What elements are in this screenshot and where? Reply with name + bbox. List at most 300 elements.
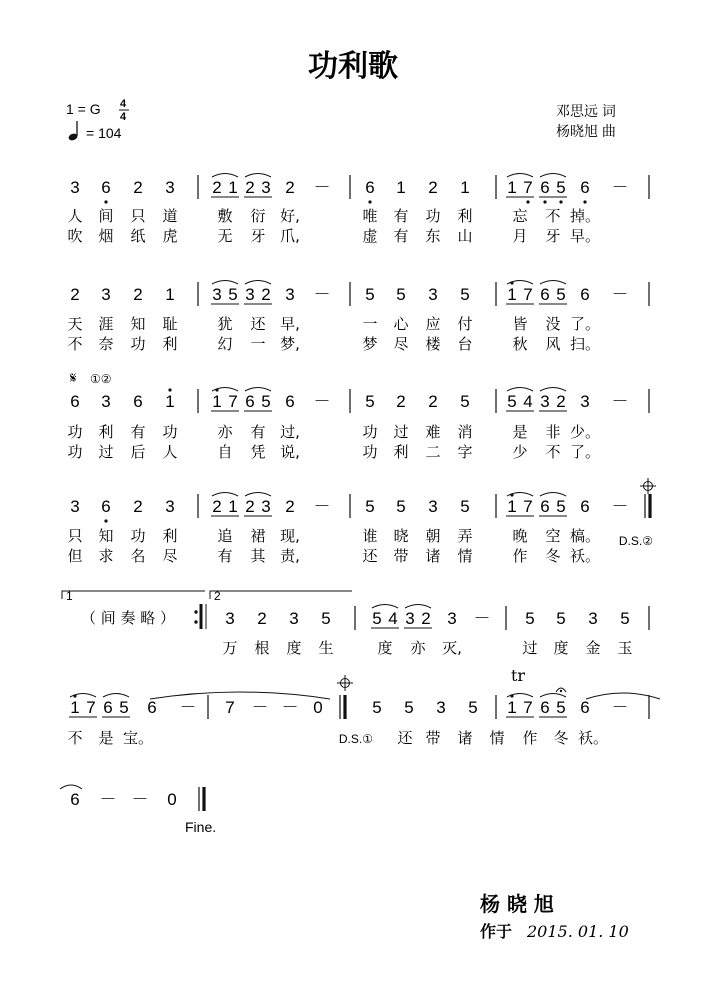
lyric: 奈 — [98, 335, 114, 353]
note: 5 — [556, 285, 566, 304]
note: 5 — [460, 497, 470, 516]
note: 5 — [372, 698, 382, 717]
lyric: 利 — [98, 423, 114, 441]
lyric: 没 — [545, 315, 561, 333]
note: 3 — [165, 178, 175, 197]
lyric: 冬 — [545, 547, 561, 565]
lyric: 付 — [457, 315, 473, 333]
note: 3 — [101, 285, 111, 304]
note: 7 — [523, 285, 533, 304]
slur — [507, 174, 533, 178]
lyric: 虎 — [162, 227, 178, 245]
lyric: 忘 — [512, 207, 528, 225]
lyric: 度 — [286, 639, 302, 657]
note: 1 — [507, 178, 517, 197]
note: 6 — [101, 497, 111, 516]
note: 6 — [147, 698, 157, 717]
note: 4 — [388, 609, 398, 628]
lyric: 带 — [425, 729, 441, 747]
lyric: 梦, — [280, 335, 300, 353]
lyric: 袄。 — [577, 729, 609, 747]
lyric: 有 — [393, 207, 409, 225]
lyric: 只 — [130, 207, 146, 225]
volta-2-label: 2 — [214, 589, 221, 603]
lyric: 秋 — [512, 335, 528, 353]
lyric: 功 — [130, 527, 146, 545]
note: 5 — [261, 392, 271, 411]
page-title: 功利歌 — [308, 49, 398, 84]
lyric: 功 — [130, 335, 146, 353]
lyric: 好, — [280, 207, 300, 225]
lyricist-credit: 邓思远 词 — [556, 103, 616, 119]
note: 5 — [372, 609, 382, 628]
lyric: 作 — [512, 547, 528, 565]
lyric: 过 — [98, 443, 114, 461]
note: 3 — [580, 392, 590, 411]
note: － — [313, 392, 331, 411]
lyric: 间 — [98, 207, 114, 225]
note: 5 — [365, 285, 375, 304]
note: 2 — [556, 392, 566, 411]
note: － — [611, 178, 629, 197]
lyric: 还 — [250, 315, 266, 333]
lyric: 扫。 — [569, 335, 601, 353]
slur — [212, 174, 238, 178]
lyric: 玉 — [617, 639, 633, 657]
note: 3 — [540, 392, 550, 411]
lyric: 生 — [318, 639, 334, 657]
lyric: 作 — [522, 729, 538, 747]
slur — [405, 605, 431, 609]
note: 5 — [404, 698, 414, 717]
note: 6 — [580, 698, 590, 717]
lyric: 空 — [545, 527, 561, 545]
lyric: 不 — [67, 729, 83, 747]
lyric: 爪, — [280, 227, 300, 245]
lyric: 亦 — [410, 639, 426, 657]
note: 5 — [365, 497, 375, 516]
note: － — [611, 698, 629, 717]
note: 2 — [245, 497, 255, 516]
note: 3 — [245, 285, 255, 304]
slur — [212, 281, 238, 285]
octave-dot-high — [215, 388, 218, 391]
note: 5 — [556, 609, 566, 628]
note: 1 — [460, 178, 470, 197]
note: 2 — [428, 392, 438, 411]
lyric: 责, — [280, 547, 300, 565]
note: 1 — [70, 698, 80, 717]
note: 2 — [212, 178, 222, 197]
note: 2 — [285, 497, 295, 516]
slur — [507, 388, 533, 392]
lyric: 过, — [280, 423, 300, 441]
note: 1 — [228, 497, 238, 516]
note: 5 — [556, 497, 566, 516]
lyric: 利 — [162, 335, 178, 353]
slur — [540, 694, 566, 698]
lyric: 少。 — [569, 423, 601, 441]
note: 3 — [428, 497, 438, 516]
quarter-note-icon — [68, 121, 79, 142]
lyric: 谁 — [362, 527, 378, 545]
lyric: 朝 — [425, 527, 441, 545]
slur — [540, 493, 566, 497]
note: 5 — [556, 178, 566, 197]
lyric: 现, — [280, 527, 300, 545]
note: 5 — [507, 392, 517, 411]
note: 0 — [167, 790, 177, 809]
lyric: 宝。 — [122, 729, 154, 747]
note: 3 — [70, 178, 80, 197]
note: 1 — [507, 285, 517, 304]
lyric: 槁。 — [569, 527, 601, 545]
lyric: 牙 — [545, 227, 561, 245]
lyric: 山 — [457, 227, 473, 245]
octave-dot-low — [104, 200, 107, 203]
slur — [60, 785, 82, 789]
note: 5 — [321, 609, 331, 628]
note: － — [313, 178, 331, 197]
lyric: 金 — [585, 639, 601, 657]
coda-icon — [640, 478, 656, 494]
repeat-dot — [194, 610, 197, 613]
lyric: 难 — [425, 423, 441, 441]
score-body — [60, 174, 660, 836]
key-signature: 1 = G — [66, 101, 101, 117]
repeat-dot — [194, 620, 197, 623]
signature-date: 2015. 01. 10 — [527, 922, 629, 941]
lyric: 亦 — [217, 423, 233, 441]
lyric: 虚 — [362, 227, 378, 245]
lyric: 敷 — [217, 207, 233, 225]
note: 3 — [428, 285, 438, 304]
lyric: 风 — [545, 335, 561, 353]
lyric: 台 — [457, 335, 473, 353]
note: 3 — [70, 497, 80, 516]
slur — [372, 605, 398, 609]
note: 2 — [212, 497, 222, 516]
volta-bracket-2 — [210, 591, 352, 599]
lyric: 不 — [545, 207, 561, 225]
note: 3 — [212, 285, 222, 304]
lyric: 还 — [362, 547, 378, 565]
octave-dot-low — [559, 200, 562, 203]
lyric: 人 — [67, 207, 83, 225]
note: 3 — [165, 497, 175, 516]
note: 7 — [523, 178, 533, 197]
segno-icon: 𝄋 — [70, 369, 77, 387]
lyric: 梦 — [362, 335, 378, 353]
note: 6 — [580, 178, 590, 197]
note: 3 — [285, 285, 295, 304]
lyric: 不 — [545, 443, 561, 461]
note: 2 — [428, 178, 438, 197]
note: － — [99, 790, 117, 809]
note: 7 — [228, 392, 238, 411]
note: 5 — [556, 698, 566, 717]
note: 3 — [447, 609, 457, 628]
lyric: 功 — [67, 443, 83, 461]
lyric: 情 — [457, 547, 473, 565]
lyric: 只 — [67, 527, 83, 545]
volta-1-label: 1 — [66, 589, 73, 603]
note: 1 — [507, 497, 517, 516]
note: 5 — [396, 285, 406, 304]
slur — [245, 388, 271, 392]
note: 6 — [70, 392, 80, 411]
note: 3 — [225, 609, 235, 628]
note: 6 — [365, 178, 375, 197]
note: － — [281, 698, 299, 717]
lyric: 早, — [280, 315, 300, 333]
octave-dot-high — [168, 388, 171, 391]
lyric: 应 — [425, 315, 441, 333]
note: 1 — [396, 178, 406, 197]
lyric: 凭 — [250, 443, 266, 461]
lyric: 功 — [162, 423, 178, 441]
lyric: 度 — [377, 639, 393, 657]
note: 3 — [101, 392, 111, 411]
lyric: 字 — [457, 443, 473, 461]
note: 5 — [396, 497, 406, 516]
octave-dot-low — [368, 200, 371, 203]
lyric: 犹 — [217, 315, 233, 333]
note: 3 — [436, 698, 446, 717]
volta-bracket-1 — [62, 591, 205, 599]
slur — [245, 493, 271, 497]
lyric: 尽 — [393, 335, 409, 353]
segno-repeat-marks: ①② — [90, 372, 112, 386]
lyric: 灭, — [442, 639, 462, 657]
note: 2 — [245, 178, 255, 197]
lyric: 不 — [67, 335, 83, 353]
slur — [540, 388, 566, 392]
note: 6 — [540, 497, 550, 516]
note: 5 — [460, 285, 470, 304]
note: 6 — [245, 392, 255, 411]
lyric: 是 — [512, 423, 528, 441]
lyric: 弄 — [457, 527, 473, 545]
lyric: 冬 — [553, 729, 569, 747]
note: 6 — [133, 392, 143, 411]
lyric: 知 — [130, 315, 146, 333]
note: － — [473, 609, 491, 628]
note: 6 — [580, 285, 590, 304]
note: 5 — [119, 698, 129, 717]
lyric: 还 — [397, 729, 413, 747]
coda-icon — [337, 675, 353, 691]
note: 6 — [103, 698, 113, 717]
ds-2-marking: D.S.② — [618, 534, 653, 548]
lyric: 少 — [512, 443, 528, 461]
lyric: 吹 — [67, 227, 83, 245]
lyric: 烟 — [98, 227, 114, 245]
note: 7 — [523, 497, 533, 516]
lyric: 晚 — [512, 527, 528, 545]
time-signature-bottom: 4 — [120, 111, 127, 123]
lyric: 后 — [130, 443, 146, 461]
lyric: 消 — [457, 423, 473, 441]
note: 6 — [70, 790, 80, 809]
octave-dot-low — [526, 200, 529, 203]
lyric: 袄。 — [569, 547, 601, 565]
octave-dot-high — [510, 281, 513, 284]
lyric: 非 — [545, 423, 561, 441]
composer-credit: 杨晓旭 曲 — [556, 123, 616, 139]
lyric: 有 — [393, 227, 409, 245]
note: 3 — [261, 497, 271, 516]
note: 1 — [507, 698, 517, 717]
lyric: 一 — [250, 335, 266, 353]
lyric: 诸 — [457, 729, 473, 747]
signature-name: 杨 晓 旭 — [480, 892, 554, 916]
lyric: 功 — [362, 423, 378, 441]
lyric: 晓 — [393, 527, 409, 545]
trill-marking: tr — [510, 666, 526, 685]
lyric: 知 — [98, 527, 114, 545]
note: 2 — [396, 392, 406, 411]
lyric: 了。 — [569, 315, 601, 333]
lyric: 楼 — [425, 335, 441, 353]
lyric: 尽 — [162, 547, 178, 565]
lyric: 了。 — [569, 443, 601, 461]
lyric: 牙 — [250, 227, 266, 245]
note: 1 — [165, 392, 175, 411]
note: 6 — [540, 285, 550, 304]
lyric: 利 — [457, 207, 473, 225]
lyric: 带 — [393, 547, 409, 565]
note: － — [313, 497, 331, 516]
note: 6 — [580, 497, 590, 516]
note: 1 — [212, 392, 222, 411]
lyric: 说, — [280, 443, 300, 461]
lyric: 天 — [67, 315, 83, 333]
note: － — [131, 790, 149, 809]
fermata-dot — [560, 690, 562, 692]
lyric: 裙 — [250, 527, 266, 545]
note: 6 — [285, 392, 295, 411]
note: － — [179, 698, 197, 717]
octave-dot-high — [510, 493, 513, 496]
lyric: 自 — [217, 443, 233, 461]
note: 3 — [405, 609, 415, 628]
note: 3 — [588, 609, 598, 628]
note: 7 — [86, 698, 96, 717]
lyric: 功 — [425, 207, 441, 225]
note: 3 — [261, 178, 271, 197]
note: 0 — [313, 698, 323, 717]
note: 5 — [468, 698, 478, 717]
lyric: 根 — [254, 639, 270, 657]
note: － — [313, 285, 331, 304]
interlude-text: （ 间 奏 略 ） — [80, 609, 176, 627]
lyric: 过 — [393, 423, 409, 441]
slur — [540, 174, 566, 178]
note: 6 — [101, 178, 111, 197]
lyric: 其 — [250, 547, 266, 565]
lyric: 皆 — [512, 315, 528, 333]
lyric: 二 — [425, 443, 441, 461]
lyric: 衍 — [250, 207, 266, 225]
lyric: 人 — [162, 443, 178, 461]
lyric: 是 — [98, 729, 114, 747]
note: 3 — [289, 609, 299, 628]
lyric: 过 — [522, 639, 538, 657]
lyric: 月 — [512, 227, 528, 245]
lyric: 情 — [489, 729, 505, 747]
note: 2 — [285, 178, 295, 197]
lyric: 东 — [425, 227, 441, 245]
lyric: 求 — [98, 547, 114, 565]
slur — [212, 493, 238, 497]
lyric: 名 — [130, 547, 146, 565]
note: 5 — [620, 609, 630, 628]
lyric: 功 — [67, 423, 83, 441]
signature-date-label: 作于 — [480, 922, 513, 941]
lyric: 有 — [217, 547, 233, 565]
octave-dot-low — [543, 200, 546, 203]
note: 5 — [228, 285, 238, 304]
note: 2 — [133, 497, 143, 516]
lyric: 纸 — [130, 227, 146, 245]
fine-marking: Fine. — [185, 819, 217, 835]
note: 2 — [261, 285, 271, 304]
lyric: 但 — [67, 547, 83, 565]
lyric: 耻 — [162, 315, 178, 333]
lyric: 早。 — [569, 227, 601, 245]
slur — [150, 692, 330, 699]
note: 1 — [228, 178, 238, 197]
lyric: 一 — [362, 315, 378, 333]
lyric: 无 — [217, 227, 233, 245]
slur — [245, 281, 271, 285]
note: 2 — [133, 178, 143, 197]
lyric: 追 — [217, 527, 233, 545]
note: 2 — [70, 285, 80, 304]
note: 6 — [540, 178, 550, 197]
note: 5 — [365, 392, 375, 411]
lyric: 掉。 — [569, 207, 601, 225]
octave-dot-low — [583, 200, 586, 203]
lyric: 诸 — [425, 547, 441, 565]
lyric: 有 — [250, 423, 266, 441]
note: 1 — [165, 285, 175, 304]
lyric: 有 — [130, 423, 146, 441]
time-signature-top: 4 — [120, 98, 127, 110]
note: － — [251, 698, 269, 717]
lyric: 心 — [393, 315, 409, 333]
lyric: 幻 — [217, 335, 233, 353]
note: 4 — [523, 392, 533, 411]
note: － — [611, 497, 629, 516]
note: 2 — [421, 609, 431, 628]
lyric: 功 — [362, 443, 378, 461]
note: 7 — [225, 698, 235, 717]
note: － — [611, 392, 629, 411]
slur — [245, 174, 271, 178]
lyric: 利 — [393, 443, 409, 461]
note: 5 — [525, 609, 535, 628]
lyric: 涯 — [98, 315, 114, 333]
note: － — [611, 285, 629, 304]
slur — [540, 281, 566, 285]
lyric: 度 — [553, 639, 569, 657]
octave-dot-low — [104, 519, 107, 522]
note: 2 — [133, 285, 143, 304]
slur — [103, 694, 129, 698]
note: 2 — [257, 609, 267, 628]
